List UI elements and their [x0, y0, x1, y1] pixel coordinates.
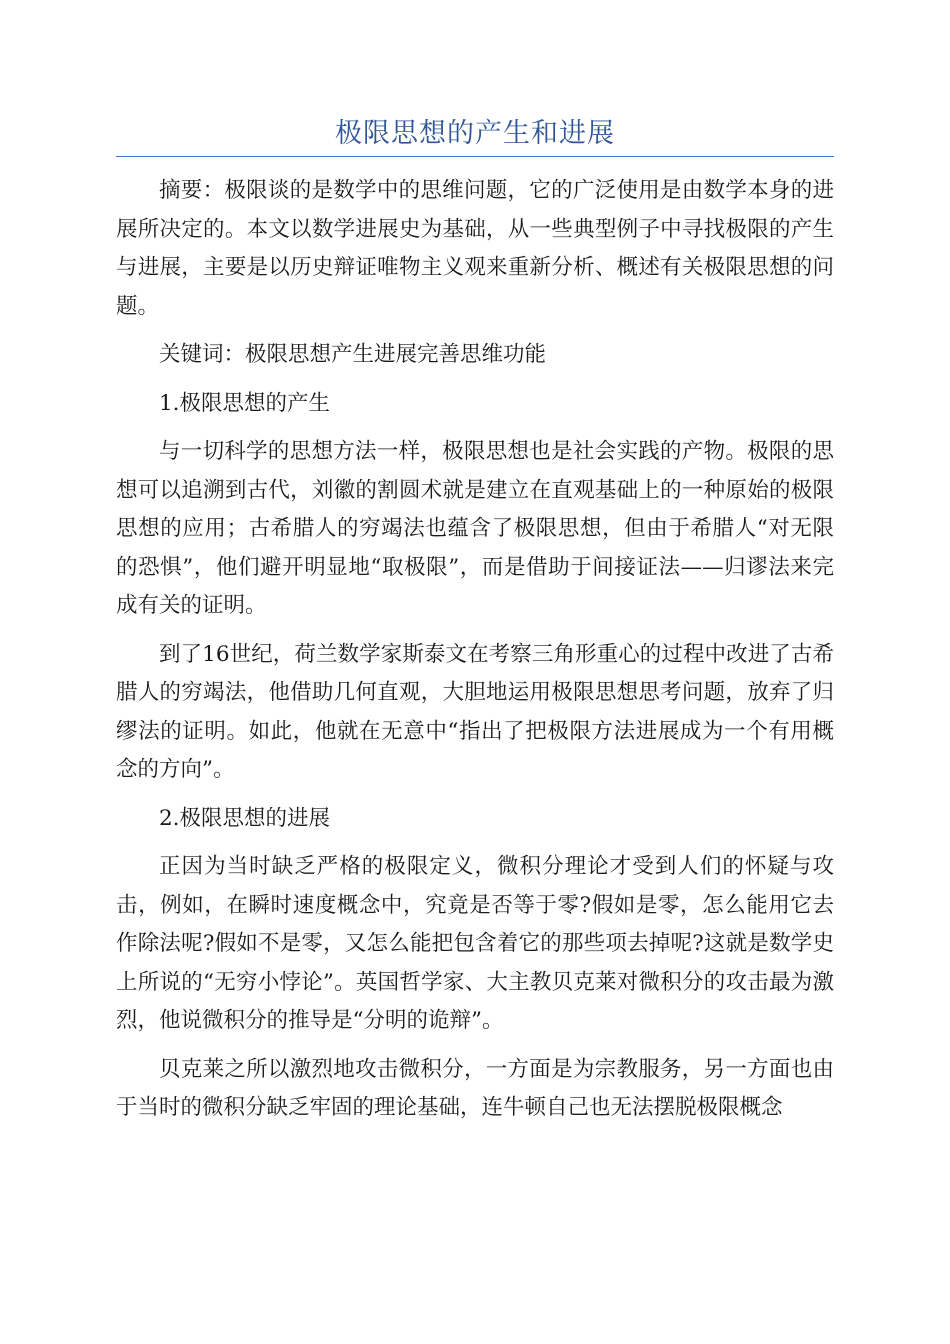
- section1-paragraph-1: 与一切科学的思想方法一样，极限思想也是社会实践的产物。极限的思想可以追溯到古代，刘徽的割圆术就是建立在直观基础上的一种原始的极限思想的应用；古希腊人的穷竭法也蕴含了极限思想，但由于希腊人“对无限的恐惧”，他们避开明显地“取极限”，而是借助于间接证法——归谬法来完成有关的证明。: [116, 439, 834, 618]
- section2-paragraph-2: 贝克莱之所以激烈地攻击微积分，一方面是为宗教服务，另一方面也由于当时的微积分缺乏牢固的理论基础，连牛顿自己也无法摆脱极限概念: [116, 1056, 834, 1120]
- document-body: [116, 172, 834, 1128]
- section-heading-1: 1.极限思想的产生: [159, 390, 331, 416]
- section1-paragraph-2: 到了16世纪，荷兰数学家斯泰文在考察三角形重心的过程中改进了古希腊人的穷竭法，他借助几何直观，大胆地运用极限思想思考问题，放弃了归缪法的证明。如此，他就在无意中“指出了把极限方法进展成为一个有用概念的方向”。: [116, 641, 834, 782]
- section2-paragraph-1: 正因为当时缺乏严格的极限定义，微积分理论才受到人们的怀疑与攻击，例如，在瞬时速度概念中，究竟是否等于零?假如是零，怎么能用它去作除法呢?假如不是零，又怎么能把包含着它的那些项去掉呢?这就是数学史上所说的“无穷小悖论”。英国哲学家、大主教贝克莱对微积分的攻击最为激烈，他说微积分的推导是“分明的诡辩”。: [116, 854, 834, 1033]
- document-title: 极限思想的产生和进展: [116, 112, 834, 157]
- keywords-paragraph: 关键词：极限思想产生进展完善思维功能: [159, 342, 547, 367]
- abstract-paragraph: 摘要：极限谈的是数学中的思维问题，它的广泛使用是由数学本身的进展所决定的。本文以数学进展史为基础，从一些典型例子中寻找极限的产生与进展，主要是以历史辩证唯物主义观来重新分析、概述有关极限思想的问题。: [116, 178, 834, 319]
- section-heading-2: 2.极限思想的进展: [159, 805, 331, 831]
